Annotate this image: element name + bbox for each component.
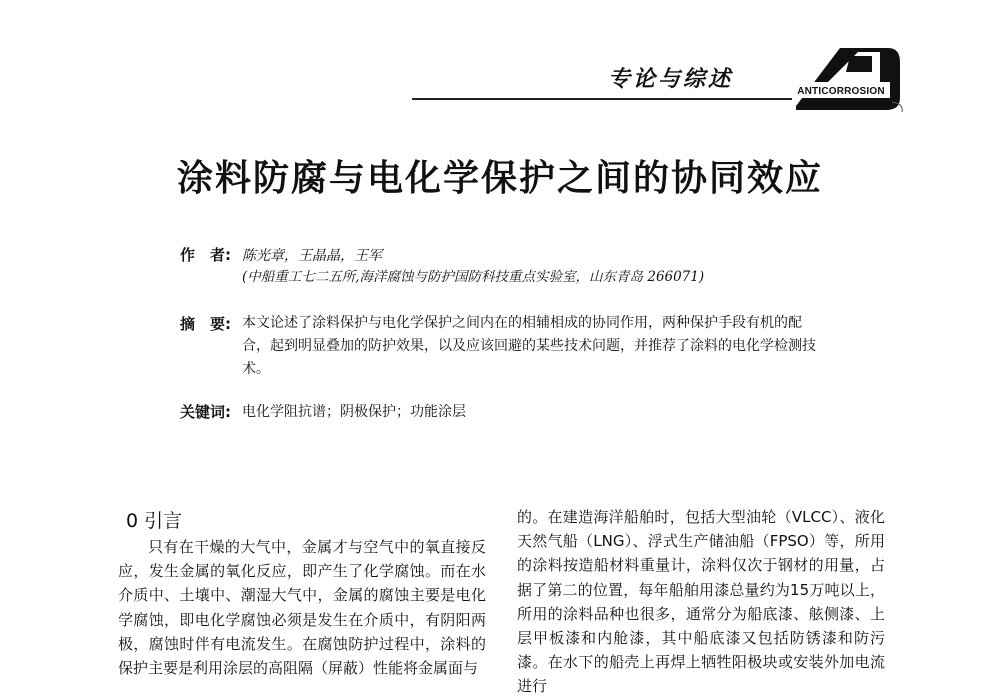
abstract-text: 本文论述了涂料保护与电化学保护之间内在的相辅相成的协同作用，两种保护手段有机的配合，起到明显叠加的防护效果，以及应该回避的某些技术问题，并推荐了涂料的电化学检测技术。	[242, 315, 816, 377]
body-right-paragraph: 的。在建造海洋船舶时，包括大型油轮（VLCC）、液化天然气船（LNG）、浮式生产储油船（FPSO）等，所用的涂料按造船材料重量计，涂料仅次于钢材的用量，占据了第二的位置，每年船舶用漆总量约为15万吨以上，所用的涂料品种也很多，通常分为船底漆、舷侧漆、上层甲板漆和内舱漆，其中船底漆又包括防锈漆和防污漆。在水下的船壳上再焊上牺牲阳极块或安装外加电流进行	[517, 508, 885, 696]
keywords-text: 电化学阻抗谱；阴极保护；功能涂层	[242, 404, 466, 420]
paper-title: 涂料防腐与电化学保护之间的协同效应	[176, 158, 823, 199]
body-left-paragraph: 只有在干燥的大气中，金属才与空气中的氧直接反应，发生金属的氧化反应，即产生了化学腐蚀。而在水介质中、土壤中、潮湿大气中，金属的腐蚀主要是电化学腐蚀，即电化学腐蚀必须是发生在介质中，有阴阳两极，腐蚀时伴有电流发生。在腐蚀防护过程中，涂料的保护主要是利用涂层的高阻隔（屏蔽）性能将金属面与	[118, 538, 486, 678]
authors-label: 作 者:	[180, 246, 231, 264]
header-rule	[412, 98, 792, 100]
authors: 陈光章，王晶晶，王军	[242, 248, 382, 264]
section-label: 专论与综述	[608, 67, 734, 92]
abstract-label: 摘 要:	[180, 315, 231, 333]
anticorrosion-logo	[788, 42, 906, 114]
affiliation: (中船重工七二五所,海洋腐蚀与防护国防科技重点实验室，山东青岛 266071)	[242, 269, 705, 285]
keywords-label: 关键词:	[180, 403, 231, 421]
logo-text: ANTICORROSION	[797, 86, 885, 97]
section-heading: 0 引言	[126, 510, 183, 532]
